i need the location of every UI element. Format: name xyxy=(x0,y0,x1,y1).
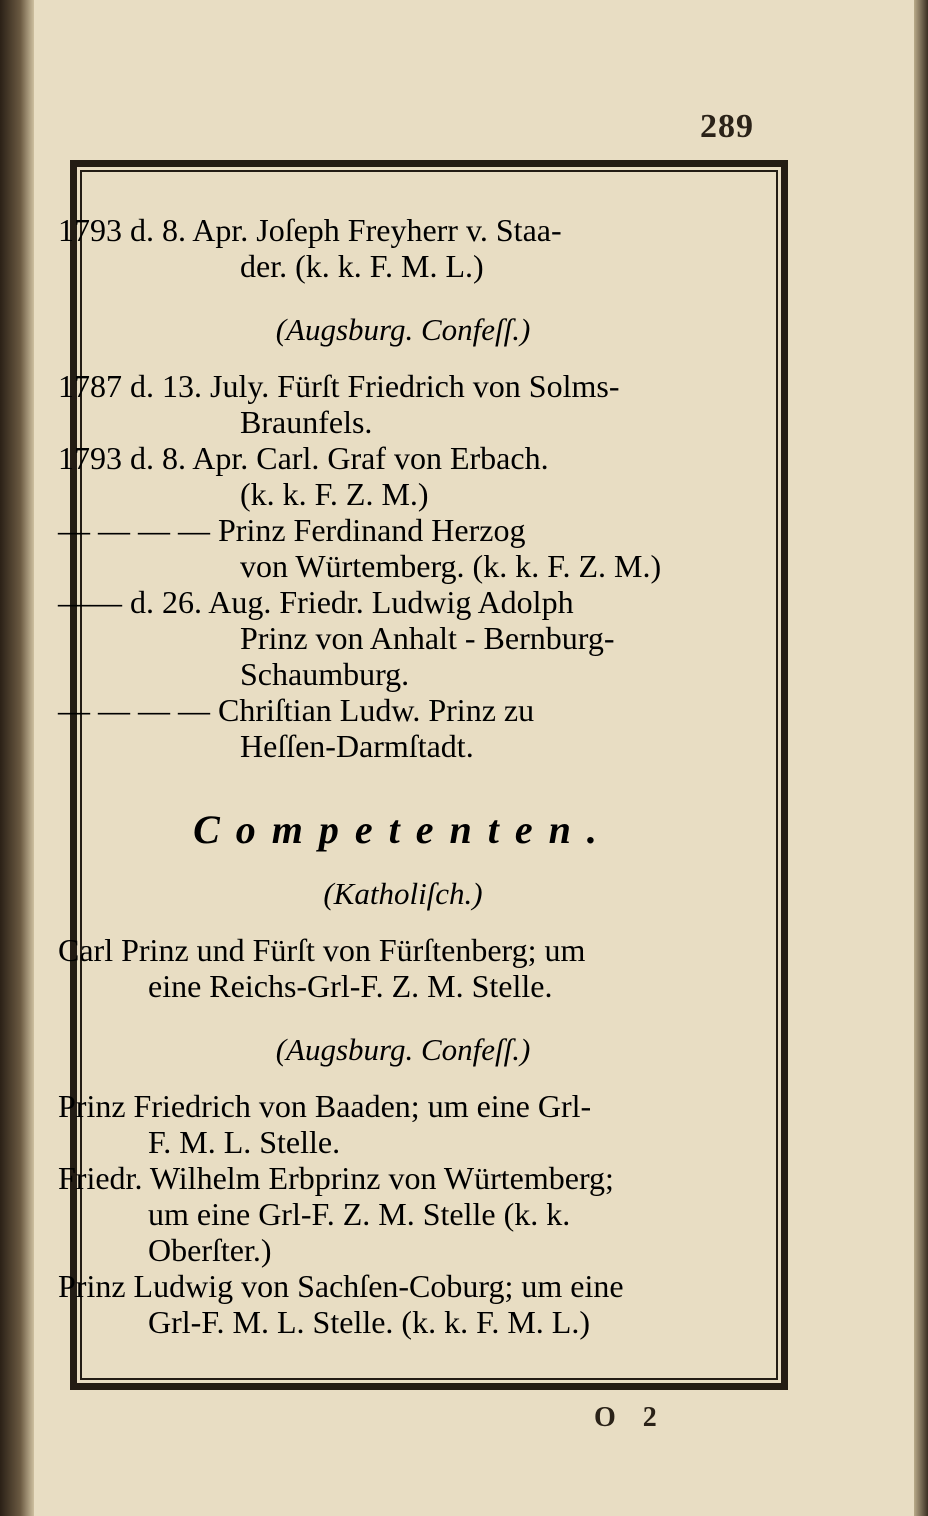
page-edge xyxy=(914,0,928,1516)
entry-line: 1793 d. 8. Apr. Joſeph Freyherr v. Staa- xyxy=(58,212,562,248)
entry-line: — — — — Prinz Ferdinand Herzog xyxy=(58,512,526,548)
entry-sachsen-coburg xyxy=(58,1268,748,1340)
entry-solms-braunfels xyxy=(58,368,748,440)
entry-line: 1787 d. 13. July. Fürſt Friedrich von Solms- xyxy=(58,368,620,404)
entry-line: (k. k. F. Z. M.) xyxy=(240,476,429,512)
heading-augsburg-confession: (Augsburg. Confeſſ.) xyxy=(275,1032,531,1067)
entry-line: — — — — Chriſtian Ludw. Prinz zu xyxy=(58,692,535,728)
entry-line: Carl Prinz und Fürſt von Fürſtenberg; um xyxy=(58,932,586,968)
entry-line: Schaumburg. xyxy=(240,656,410,692)
entry-line: Grl-F. M. L. Stelle. (k. k. F. M. L.) xyxy=(148,1304,590,1340)
heading-augsburg-confession: (Augsburg. Confeſſ.) xyxy=(275,312,531,347)
entry-staader xyxy=(58,212,748,284)
entry-line: Oberſter.) xyxy=(148,1232,272,1268)
entry-line: Braunfels. xyxy=(240,404,373,440)
entry-anhalt-bernburg xyxy=(58,584,748,692)
entry-fuerstenberg xyxy=(58,932,748,1004)
entry-hessen-darmstadt xyxy=(58,692,748,764)
entry-line: Prinz Ludwig von Sachſen-Coburg; um eine xyxy=(58,1268,624,1304)
entry-line: —— d. 26. Aug. Friedr. Ludwig Adolph xyxy=(58,584,574,620)
entry-line: Friedr. Wilhelm Erbprinz von Würtemberg; xyxy=(58,1160,614,1196)
entry-erbach xyxy=(58,440,748,512)
entry-line: 1793 d. 8. Apr. Carl. Graf von Erbach. xyxy=(58,440,549,476)
heading-competenten: Competenten. xyxy=(193,807,613,852)
entry-line: eine Reichs-Grl-F. Z. M. Stelle. xyxy=(148,968,553,1004)
signature-mark: O 2 xyxy=(594,1402,667,1433)
entry-line: F. M. L. Stelle. xyxy=(148,1124,341,1160)
entry-line: der. (k. k. F. M. L.) xyxy=(240,248,484,284)
heading-katholisch: (Katholiſch.) xyxy=(323,876,483,911)
entry-line: um eine Grl-F. Z. M. Stelle (k. k. xyxy=(148,1196,571,1232)
entry-baaden xyxy=(58,1088,748,1160)
entry-wuertemberg-erbprinz xyxy=(58,1160,748,1268)
entry-line: Prinz Friedrich von Baaden; um eine Grl- xyxy=(58,1088,592,1124)
entry-line: Prinz von Anhalt - Bernburg- xyxy=(240,620,615,656)
entry-line: Heſſen-Darmſtadt. xyxy=(240,728,474,764)
entry-line: von Würtemberg. (k. k. F. Z. M.) xyxy=(240,548,662,584)
page-content xyxy=(58,212,748,1340)
entry-wuertemberg xyxy=(58,512,748,584)
book-spine xyxy=(0,0,34,1516)
page-number: 289 xyxy=(700,108,754,145)
